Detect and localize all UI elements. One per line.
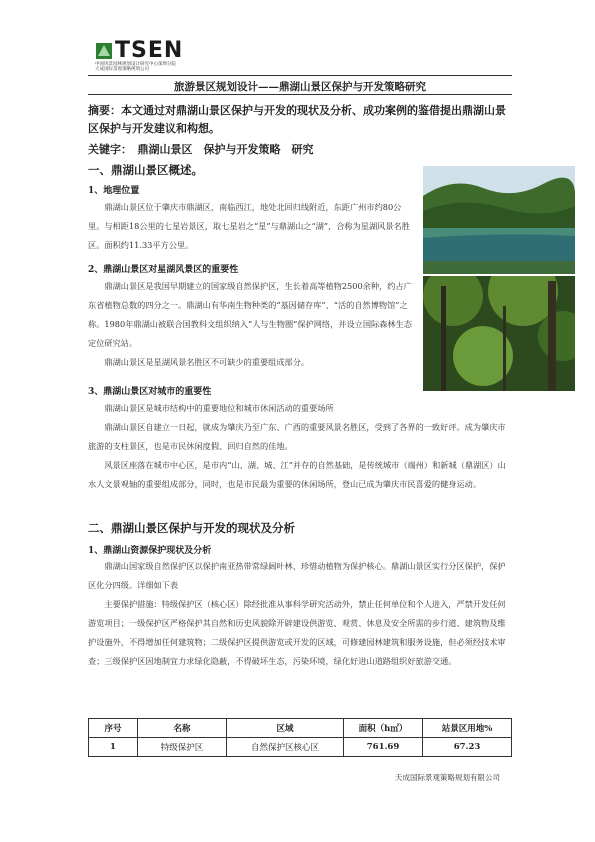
keywords: 关键字： 鼎湖山景区 保护与开发策略 研究 [88, 143, 314, 156]
section2-1-heading: 1、鼎湖山资源保护现状及分析 [88, 546, 212, 556]
paragraph: 鼎湖山景区是星湖风景名胜区不可缺少的重要组成部分。 [104, 357, 310, 367]
section1-1-heading: 1、地理位置 [88, 186, 140, 196]
table-cell: 自然保护区核心区 [227, 738, 344, 757]
logo-subtitle-line1: 中国风景园林规划设计研究中心深圳分院 [95, 62, 176, 67]
header-rule-bottom [88, 94, 512, 95]
paragraph: 风景区座落在城市中心区，是市内“山、湖、城、江”并存的自然基础，是传统城市（端州）和新城（鼎湖区）山水人文景观轴的重要组成部分，同时，也是市民最为重要的休闲场所，登山已成为肇庆市民喜爱的健身运动。 [88, 460, 506, 489]
paragraph: 鼎湖山景区是城市结构中的重要地位和城市休闲活动的重要场所 [104, 403, 334, 413]
lake-photo [423, 166, 575, 274]
paragraph: 鼎湖山国家级自然保护区以保护南亚热带常绿阔叶林、珍惜动植物为保护核心。鼎湖山景区实行分区保护，保护区化分四级。详细如下表 [88, 561, 506, 590]
section1-2-heading: 2、鼎湖山景区对星湖风景区的重要性 [88, 265, 239, 275]
section2-heading: 二、鼎湖山景区保护与开发的现状及分析 [88, 521, 295, 535]
forest-photo-drawing [423, 276, 575, 391]
table-cell: 761.69 [344, 738, 423, 757]
company-logo [95, 40, 215, 70]
logo-subtitle-line2: 天成国际景观策略规划公司 [95, 67, 149, 72]
table-header-row [89, 719, 512, 738]
forest-photo [423, 276, 575, 391]
paragraph: 鼎湖山景区自建立一日起，就成为肇庆乃至广东、广西的重要风景名胜区，受到了各界的一致好评。成为肇庆市旅游的支柱景区，也是市民休闲度假、回归自然的佳地。 [88, 422, 506, 451]
footer-company: 天成国际景观策略规划有限公司 [395, 773, 500, 782]
table-header-cell: 面积（h㎡） [344, 719, 423, 738]
document-title: 旅游景区规划设计——鼎湖山景区保护与开发策略研究 [174, 81, 426, 93]
protection-text [88, 557, 512, 671]
abstract: 摘要：本文通过对鼎湖山景区保护与开发的现状及分析、成功案例的鉴借提出鼎湖山景区保护与开发建议和构想。 [88, 104, 506, 135]
geo-location-text [88, 198, 416, 255]
section1-3-heading: 3、鼎湖山景区对城市的重要性 [88, 387, 212, 397]
protection-zone-table [88, 718, 512, 757]
table-cell: 1 [89, 738, 138, 757]
logo-text: TSEN [115, 38, 184, 63]
table-header-cell: 站景区用地% [423, 719, 512, 738]
city-importance-text [88, 399, 512, 494]
table-cell: 67.23 [423, 738, 512, 757]
section1-heading: 一、鼎湖山景区概述。 [88, 163, 203, 177]
paragraph: 鼎湖山景区位于肇庆市鼎湖区，南临西江，地处北回归线附近，东距广州市约80公里。与相距18公里的七星岩景区，取七星岩之“星”与鼎湖山之“湖”，合称为星湖风景名胜区。面积约11.33平方公里。 [88, 202, 410, 250]
importance-text [88, 277, 416, 372]
table-row [89, 738, 512, 757]
lake-photo-drawing [423, 166, 575, 274]
table-cell: 特级保护区 [138, 738, 227, 757]
table-header-cell: 序号 [89, 719, 138, 738]
paragraph: 鼎湖山景区是我国早期建立的国家级自然保护区，生长着高等植物2500余种，约占广东省植物总数的四分之一。鼎湖山有华南生物种类的“基因储存库”、“活的自然博物馆”之称。1980年鼎湖山被联合国教科文组织纳入“人与生物圈”保护网络，并设立国际森林生态定位研究站。 [88, 281, 412, 348]
table-header-cell: 区域 [227, 719, 344, 738]
logo-subtitle [95, 62, 176, 72]
table-header-cell: 名称 [138, 719, 227, 738]
paragraph: 主要保护措施：特级保护区（核心区）除经批准从事科学研究活动外，禁止任何单位和个人进入，严禁开发任何游览项目；一级保护区严格保护其自然和历史风貌除开辟建设供游览、观赏、休息及安全所需的步行道、建筑物及维护设施外，不得增加任何建筑物；二级保护区提供游览或开发的区域，可修建园林建筑和服务设施，但必须经技术审查；三级保护区因地制宜力求绿化隐蔽，不得破坏生态，污染环境，绿化好进山道路组织好旅游交通。 [88, 599, 506, 666]
logo-leaf-icon [95, 42, 113, 60]
header-rule-top [88, 75, 512, 76]
